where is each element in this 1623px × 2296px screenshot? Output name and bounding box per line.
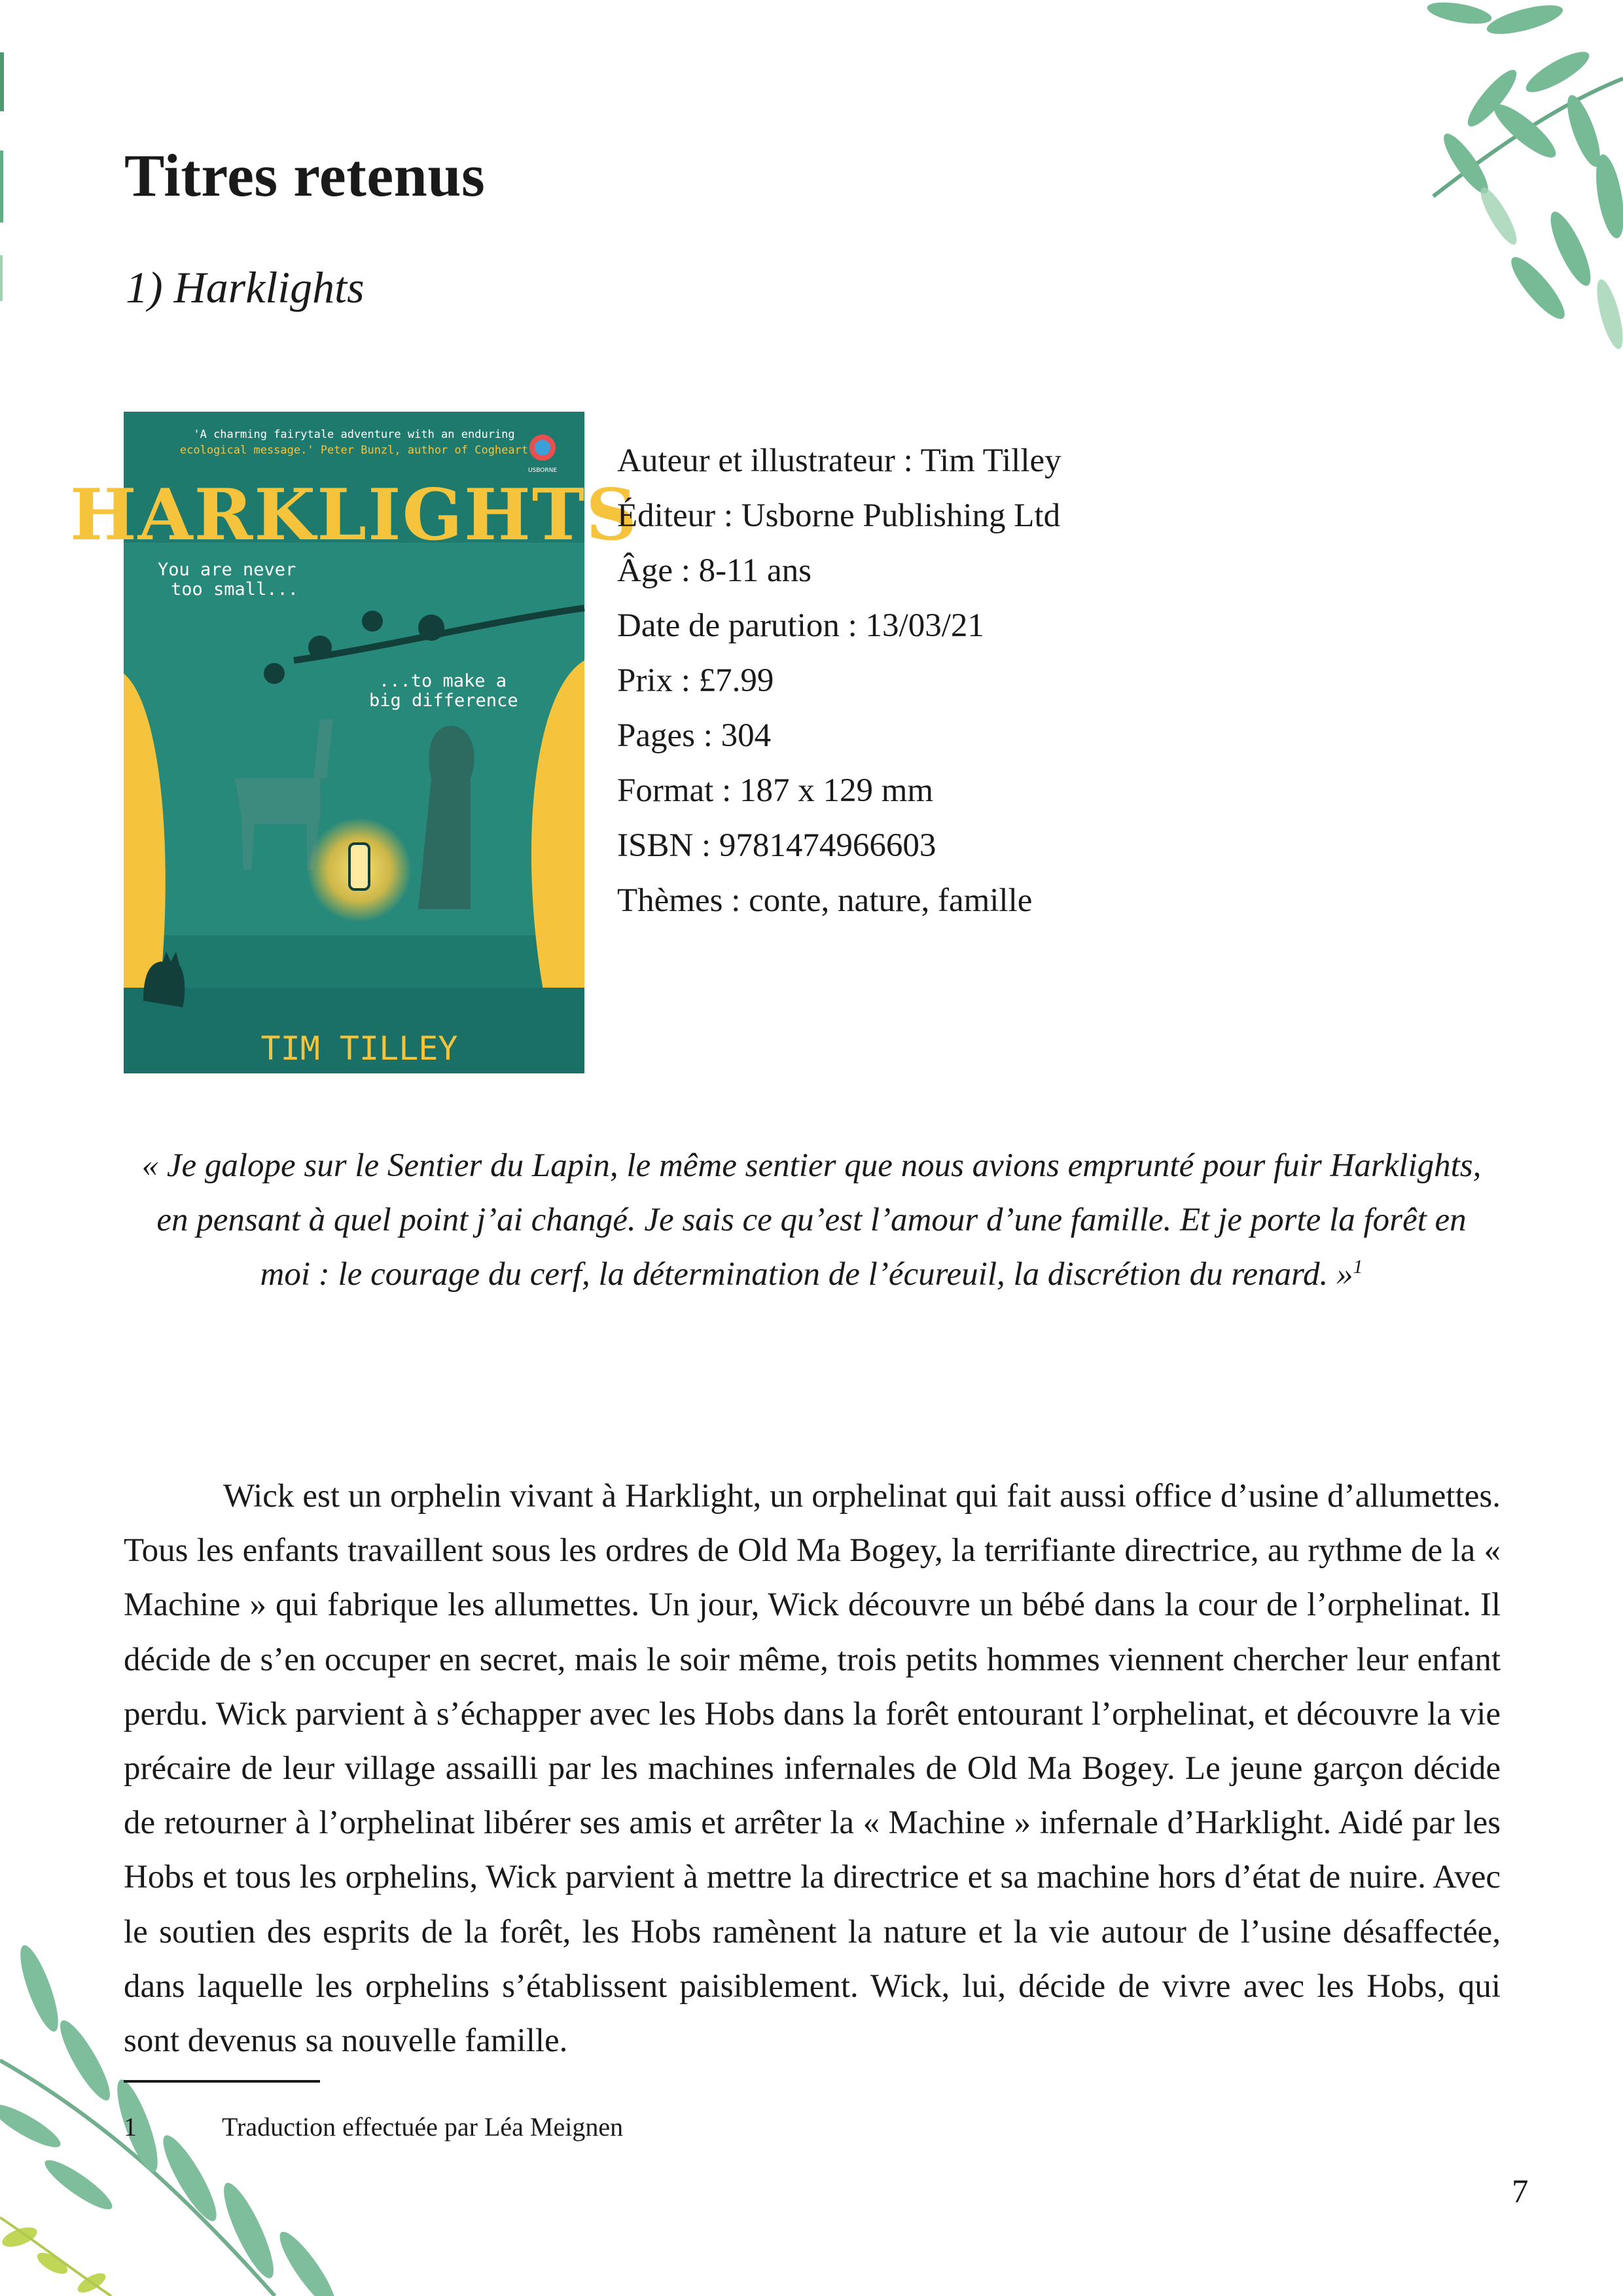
section-title: Titres retenus: [124, 142, 486, 209]
cover-tagline-1a: You are never: [158, 560, 296, 580]
page-number: 7: [1512, 2174, 1529, 2210]
cover-illustration: [69, 412, 639, 1073]
footnote-number: 1: [124, 2112, 137, 2142]
footnote-separator: [124, 2080, 320, 2083]
leaf-branch-decoration-top: [1217, 0, 1623, 380]
book-detail-publisher: Éditeur : Usborne Publishing Ltd: [617, 497, 1061, 534]
book-detail-price: Prix : £7.99: [617, 662, 774, 699]
quote-text: « Je galope sur le Sentier du Lapin, le même sentier que nous avions emprunté pour fuir Harklights, en pensant à quel point j’ai changé. Je sais ce qu’est l’amour d’une famille. Et je porte la forêt en moi : le courage du cerf, la détermination de l’écureuil, la discrétion du renard. »: [141, 1147, 1482, 1293]
cover-title: HARKLIGHTS: [69, 474, 639, 556]
cover-quote-line-2: ecological message.' Peter Bunzl, author of Cogheart: [179, 444, 529, 457]
book-detail-themes: Thèmes : conte, nature, famille: [617, 882, 1033, 919]
leaf-edge-decoration: [0, 39, 13, 314]
book-detail-pages: Pages : 304: [617, 717, 772, 754]
publisher-logo: USBORNE: [527, 467, 558, 474]
footnote: [124, 2109, 623, 2145]
book-details-list: [617, 433, 1061, 928]
cover-tagline-2a: ...to make a: [379, 671, 507, 691]
book-summary: Wick est un orphelin vivant à Harklight, un orphelinat qui fait aussi office d’usine d’allumettes. Tous les enfants travaillent sous les ordres de Old Ma Bogey, la terrifiante directrice, au rythme de la « Machine » qui fabrique les allumettes. Un jour, Wick découvre un bébé dans la cour de l’orphelinat. Il décide de s’en occuper en secret, mais le soir même, trois petits hommes viennent chercher leur enfant perdu. Wick parvient à s’échapper avec les Hobs dans la forêt entourant l’orphelinat, et découvre la vie précaire de leur village assailli par les machines infernales de Old Ma Bogey. Le jeune garçon décide de retourner à l’orphelinat libérer ses amis et arrêter la « Machine » infernale d’Harklight. Aidé par les Hobs et tous les orphelins, Wick parvient à mettre la directrice et sa machine hors d’état de nuire. Avec le soutien des esprits de la forêt, les Hobs ramènent la nature et la vie autour de l’usine désaffectée, dans laquelle les orphelins s’établissent paisiblement. Wick, lui, décide de vivre avec les Hobs, qui sont devenus sa nouvelle famille.: [124, 1478, 1501, 2060]
book-detail-isbn: ISBN : 9781474966603: [617, 827, 936, 864]
cover-quote-line-1: 'A charming fairytale adventure with an enduring: [193, 428, 515, 441]
footnote-text: Traduction effectuée par Léa Meignen: [222, 2112, 624, 2142]
book-title: 1) Harklights: [126, 262, 365, 312]
book-detail-author: Auteur et illustrateur : Tim Tilley: [617, 442, 1061, 479]
book-cover-image: [69, 412, 639, 1073]
cover-tagline-1b: too small...: [171, 579, 299, 600]
book-excerpt-quote: [137, 1139, 1486, 1302]
book-detail-release-date: Date de parution : 13/03/21: [617, 607, 984, 644]
cover-tagline-2b: big difference: [369, 691, 518, 711]
cover-author: TIM TILLEY: [260, 1030, 458, 1067]
footnote-reference: 1: [1353, 1256, 1363, 1278]
book-detail-format: Format : 187 x 129 mm: [617, 772, 934, 809]
book-detail-age: Âge : 8-11 ans: [617, 552, 812, 589]
